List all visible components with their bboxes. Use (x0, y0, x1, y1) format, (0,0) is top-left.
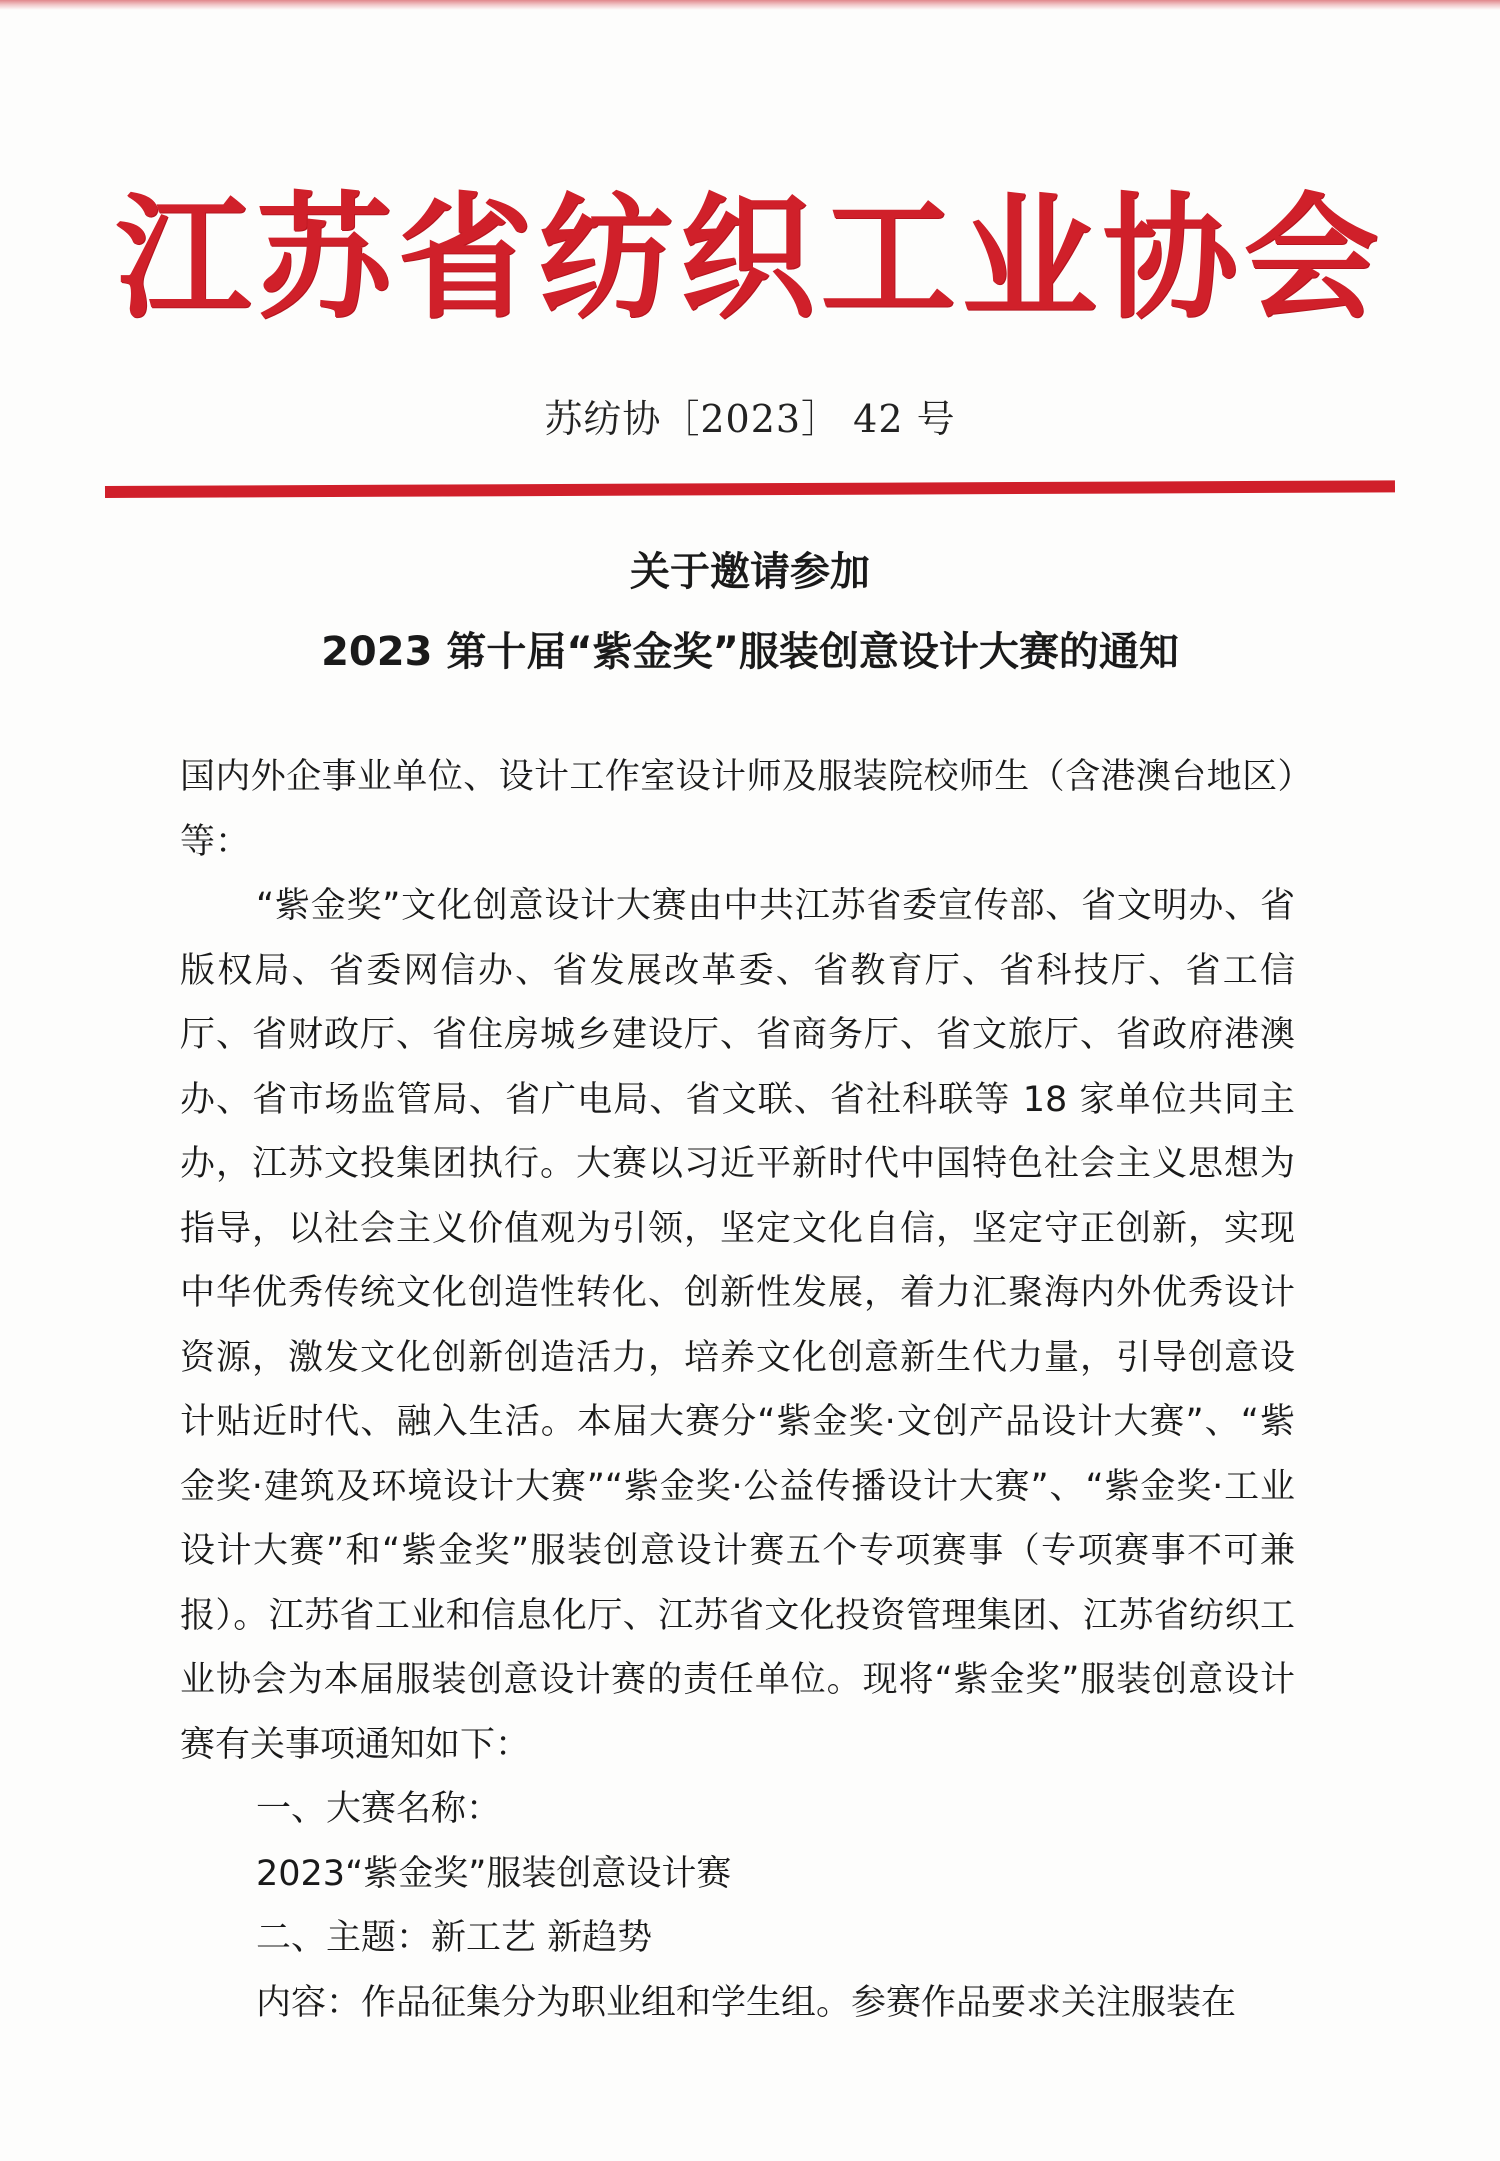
section-1-value: 2023“紫金奖”服装创意设计赛 (256, 1853, 732, 1894)
notice-title-line1: 关于邀请参加 (630, 549, 870, 595)
notice-body (180, 745, 1295, 2035)
notice-title-line2: 2023 第十届“紫金奖”服装创意设计大赛的通知 (321, 629, 1179, 675)
letterhead-org-name: 江苏省纺织工业协会 (115, 178, 1385, 337)
document-number: 苏纺协［2023］ 42 号 (544, 397, 956, 441)
content-line: 内容：作品征集分为职业组和学生组。参赛作品要求关注服装在 (256, 1982, 1237, 2023)
section-2-heading: 二、主题：新工艺 新趋势 (256, 1918, 653, 1958)
letterhead-divider (105, 480, 1395, 498)
scan-edge (0, 0, 1500, 10)
section-1-heading: 一、大赛名称： (256, 1789, 502, 1829)
salutation: 国内外企事业单位、设计工作室设计师及服装院校师生（含港澳台地区）等： (180, 757, 1295, 862)
intro-paragraph: “紫金奖”文化创意设计大赛由中共江苏省委宣传部、省文明办、省版权局、省委网信办、省发展改革委、省教育厅、省科技厅、省工信厅、省财政厅、省住房城乡建设厅、省商务厅、省文旅厅、省政府港澳办、省市场监管局、省广电局、省文联、省社科联等 18 家单位共同主办，江苏文投集团执行。大赛以习近平新时代中国特色社会主义思想为指导，以社会主义价值观为引领，坚定文化自信，坚定守正创新，实现中华优秀传统文化创造性转化、创新性发展，着力汇聚海内外优秀设计资源，激发文化创新创造活力，培养文化创意新生代力量，引导创意设计贴近时代、融入生活。本届大赛分“紫金奖·文创产品设计大赛”、“紫金奖·建筑及环境设计大赛”“紫金奖·公益传播设计大赛”、“紫金奖·工业设计大赛”和“紫金奖”服装创意设计赛五个专项赛事（专项赛事不可兼报）。江苏省工业和信息化厅、江苏省文化投资管理集团、江苏省纺织工业协会为本届服装创意设计赛的责任单位。现将“紫金奖”服装创意设计赛有关事项通知如下： (180, 886, 1295, 1765)
